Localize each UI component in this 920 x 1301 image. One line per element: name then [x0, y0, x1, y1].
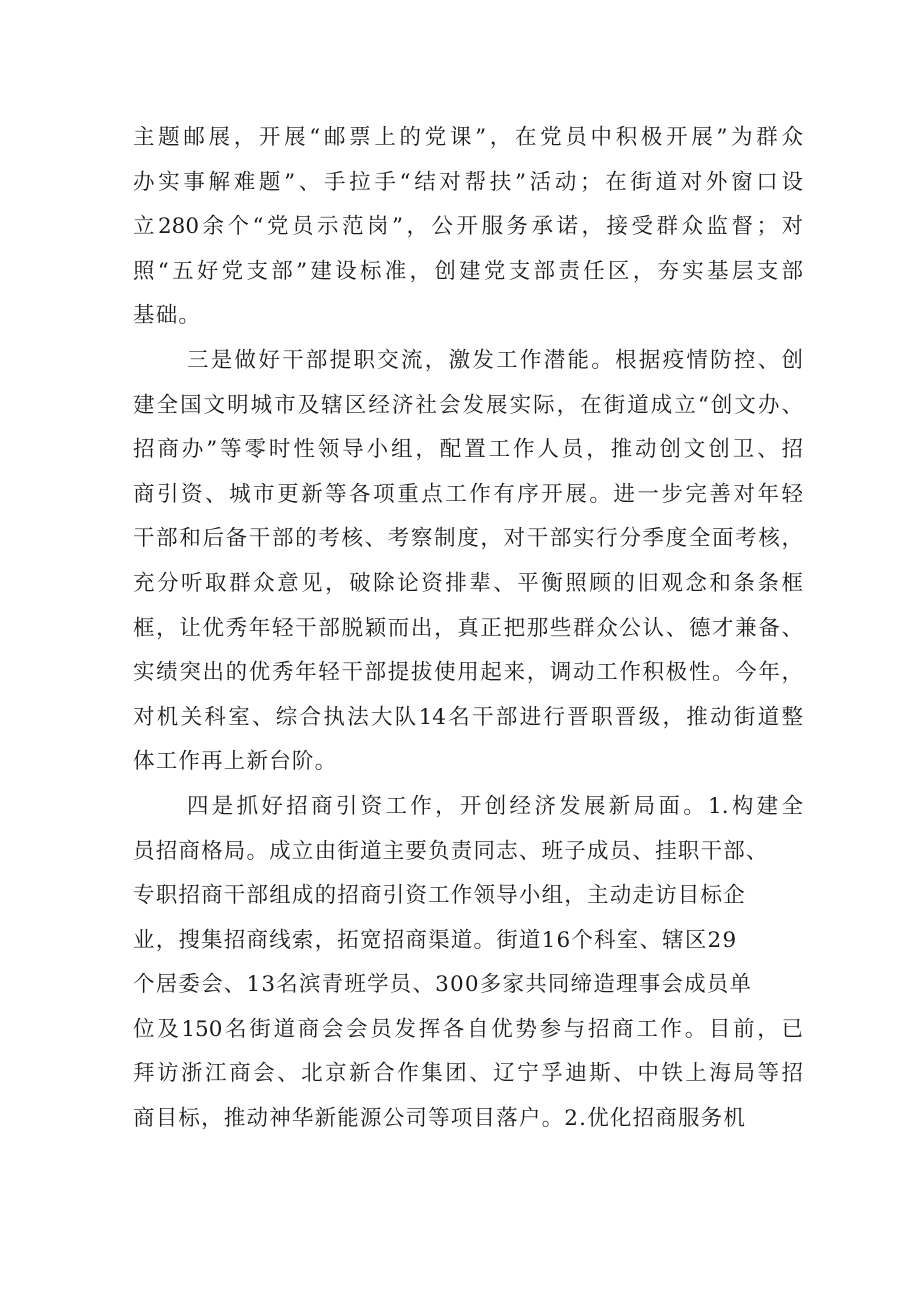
text-line: 业，搜集招商线索，拓宽招商渠道。街道16个科室、辖区29: [133, 927, 738, 953]
text-line: 办实事解难题”、手拉手“结对帮扶”活动；在街道对外窗口设: [133, 169, 803, 195]
document-body: [133, 116, 803, 1142]
paragraph-start-line: 三是做好干部提职交流，激发工作潜能。根据疫情防控、创: [187, 347, 803, 373]
text-line: 专职招商干部组成的招商引资工作领导小组，主动走访目标企: [133, 883, 746, 909]
text-line: 招商办”等零时性领导小组，配置工作人员，推动创文创卫、招: [133, 437, 803, 463]
paragraph-start-line: 四是抓好招商引资工作，开创经济发展新局面。1.构建全: [187, 793, 803, 819]
text-line: 实绩突出的优秀年轻干部提拔使用起来，调动工作积极性。今年，: [133, 660, 803, 686]
text-line: 商目标，推动神华新能源公司等项目落户。2.优化招商服务机: [133, 1106, 747, 1132]
text-line: 员招商格局。成立由街道主要负责同志、班子成员、挂职干部、: [133, 838, 769, 864]
text-line: 主题邮展，开展“邮票上的党课”，在党员中积极开展”为群众: [133, 125, 803, 150]
text-line: 商引资、城市更新等各项重点工作有序开展。进一步完善对年轻: [133, 481, 803, 507]
text-line: 对机关科室、综合执法大队14名干部进行晋职晋级，推动街道整: [133, 704, 803, 730]
text-line: 建全国文明城市及辖区经济社会发展实际，在街道成立“创文办、: [133, 392, 803, 418]
text-line: 立280余个“党员示范岗”，公开服务承诺，接受群众监督；对: [133, 214, 803, 240]
text-line: 个居委会、13名滨青班学员、300多家共同缔造理事会成员单: [133, 972, 753, 998]
text-line: 拜访浙江商会、北京新合作集团、辽宁孚迪斯、中铁上海局等招: [133, 1061, 803, 1087]
text-line: 充分听取群众意见，破除论资排辈、平衡照顾的旧观念和条条框: [133, 570, 803, 596]
text-line: 体工作再上新台阶。: [133, 749, 338, 775]
text-line: 框，让优秀年轻干部脱颖而出，真正把那些群众公认、德才兼备、: [133, 615, 803, 641]
text-line: 干部和后备干部的考核、考察制度，对干部实行分季度全面考核，: [133, 526, 803, 552]
text-line: 位及150名街道商会会员发挥各自优势参与招商工作。目前，已: [133, 1016, 803, 1042]
text-line: 照“五好党支部”建设标准，创建党支部责任区，夯实基层支部: [133, 258, 803, 284]
text-line: 基础。: [133, 303, 202, 329]
